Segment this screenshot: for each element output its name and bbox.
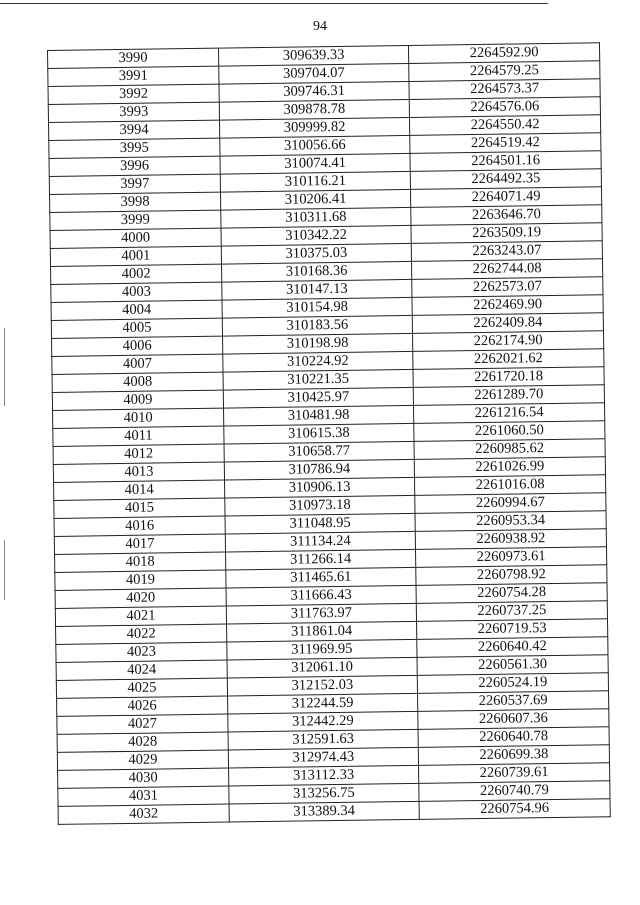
- x-coordinate-cell: 311763.97: [226, 603, 416, 624]
- y-coordinate-cell: 2260537.69: [418, 691, 609, 712]
- point-number-cell: 3993: [48, 102, 219, 122]
- point-number-cell: 4004: [51, 300, 222, 320]
- point-number-cell: 4020: [55, 588, 226, 608]
- y-coordinate-cell: 2260798.92: [416, 565, 607, 586]
- point-number-cell: 3991: [48, 66, 219, 86]
- x-coordinate-cell: 310973.18: [225, 495, 415, 516]
- point-number-cell: 4021: [55, 606, 226, 626]
- x-coordinate-cell: 311134.24: [225, 531, 415, 552]
- y-coordinate-cell: 2262469.90: [412, 295, 603, 316]
- point-number-cell: 3999: [50, 210, 221, 230]
- x-coordinate-cell: 313256.75: [229, 783, 419, 804]
- y-coordinate-cell: 2264550.42: [409, 115, 600, 136]
- point-number-cell: 4015: [54, 498, 225, 518]
- point-number-cell: 4025: [56, 678, 227, 698]
- x-coordinate-cell: 310074.41: [220, 153, 410, 174]
- x-coordinate-cell: 311666.43: [226, 585, 416, 606]
- point-number-cell: 4029: [57, 750, 228, 770]
- point-number-cell: 3995: [49, 138, 220, 158]
- x-coordinate-cell: 310224.92: [223, 351, 413, 372]
- x-coordinate-cell: 312974.43: [228, 747, 418, 768]
- point-number-cell: 3996: [49, 156, 220, 176]
- point-number-cell: 4003: [51, 282, 222, 302]
- x-coordinate-cell: 313112.33: [229, 765, 419, 786]
- point-number-cell: 3990: [48, 48, 219, 68]
- x-coordinate-cell: 310221.35: [223, 369, 413, 390]
- y-coordinate-cell: 2264592.90: [408, 43, 599, 64]
- x-coordinate-cell: 311969.95: [227, 639, 417, 660]
- x-coordinate-cell: 311861.04: [227, 621, 417, 642]
- x-coordinate-cell: 313389.34: [229, 801, 419, 822]
- y-coordinate-cell: 2261289.70: [413, 385, 604, 406]
- y-coordinate-cell: 2260607.36: [418, 709, 609, 730]
- point-number-cell: 4023: [56, 642, 227, 662]
- x-coordinate-cell: 310206.41: [221, 189, 411, 210]
- point-number-cell: 4027: [57, 714, 228, 734]
- y-coordinate-cell: 2263243.07: [411, 241, 602, 262]
- coordinates-table-wrap: [47, 42, 611, 825]
- y-coordinate-cell: 2260561.30: [417, 655, 608, 676]
- x-coordinate-cell: 312244.59: [228, 693, 418, 714]
- y-coordinate-cell: 2262021.62: [413, 349, 604, 370]
- x-coordinate-cell: 311048.95: [225, 513, 415, 534]
- x-coordinate-cell: 309999.82: [219, 117, 409, 138]
- x-coordinate-cell: 310786.94: [224, 459, 414, 480]
- point-number-cell: 4017: [54, 534, 225, 554]
- y-coordinate-cell: 2262409.84: [412, 313, 603, 334]
- x-coordinate-cell: 310375.03: [221, 243, 411, 264]
- x-coordinate-cell: 310425.97: [223, 387, 413, 408]
- y-coordinate-cell: 2260699.38: [418, 745, 609, 766]
- y-coordinate-cell: 2260985.62: [414, 439, 605, 460]
- x-coordinate-cell: 309639.33: [218, 45, 408, 66]
- point-number-cell: 4019: [55, 570, 226, 590]
- x-coordinate-cell: 311266.14: [226, 549, 416, 570]
- x-coordinate-cell: 309704.07: [219, 63, 409, 84]
- y-coordinate-cell: 2264576.06: [409, 97, 600, 118]
- coordinates-table-body: [48, 43, 611, 825]
- point-number-cell: 4006: [52, 336, 223, 356]
- y-coordinate-cell: 2264519.42: [410, 133, 601, 154]
- x-coordinate-cell: 312442.29: [228, 711, 418, 732]
- y-coordinate-cell: 2260938.92: [415, 529, 606, 550]
- y-coordinate-cell: 2260973.61: [416, 547, 607, 568]
- point-number-cell: 4014: [54, 480, 225, 500]
- x-coordinate-cell: 310615.38: [224, 423, 414, 444]
- x-coordinate-cell: 312061.10: [227, 657, 417, 678]
- page-number: 94: [313, 19, 327, 34]
- x-coordinate-cell: 310198.98: [223, 333, 413, 354]
- y-coordinate-cell: 2260994.67: [415, 493, 606, 514]
- x-coordinate-cell: 309746.31: [219, 81, 409, 102]
- point-number-cell: 4016: [54, 516, 225, 536]
- point-number-cell: 4031: [58, 786, 229, 806]
- x-coordinate-cell: 312152.03: [227, 675, 417, 696]
- point-number-cell: 4013: [53, 462, 224, 482]
- y-coordinate-cell: 2261060.50: [414, 421, 605, 442]
- x-coordinate-cell: 310183.56: [222, 315, 412, 336]
- y-coordinate-cell: 2260754.28: [416, 583, 607, 604]
- y-coordinate-cell: 2264579.25: [409, 61, 600, 82]
- y-coordinate-cell: 2260740.79: [419, 781, 610, 802]
- point-number-cell: 4002: [51, 264, 222, 284]
- y-coordinate-cell: 2264501.16: [410, 151, 601, 172]
- x-coordinate-cell: 310906.13: [225, 477, 415, 498]
- y-coordinate-cell: 2263646.70: [411, 205, 602, 226]
- point-number-cell: 4008: [52, 372, 223, 392]
- point-number-cell: 4022: [56, 624, 227, 644]
- point-number-cell: 4026: [57, 696, 228, 716]
- point-number-cell: 4005: [51, 318, 222, 338]
- margin-mark: [4, 540, 5, 600]
- y-coordinate-cell: 2262174.90: [412, 331, 603, 352]
- point-number-cell: 4007: [52, 354, 223, 374]
- x-coordinate-cell: 312591.63: [228, 729, 418, 750]
- point-number-cell: 4000: [50, 228, 221, 248]
- y-coordinate-cell: 2260739.61: [419, 763, 610, 784]
- y-coordinate-cell: 2260754.96: [419, 799, 610, 820]
- coordinates-table: [47, 42, 611, 825]
- top-rule: [0, 3, 548, 4]
- y-coordinate-cell: 2263509.19: [411, 223, 602, 244]
- x-coordinate-cell: 310658.77: [224, 441, 414, 462]
- point-number-cell: 3994: [49, 120, 220, 140]
- y-coordinate-cell: 2260640.78: [418, 727, 609, 748]
- y-coordinate-cell: 2261216.54: [413, 403, 604, 424]
- y-coordinate-cell: 2260953.34: [415, 511, 606, 532]
- point-number-cell: 4011: [53, 426, 224, 446]
- y-coordinate-cell: 2260640.42: [417, 637, 608, 658]
- x-coordinate-cell: 310116.21: [220, 171, 410, 192]
- point-number-cell: 4028: [57, 732, 228, 752]
- y-coordinate-cell: 2261016.08: [415, 475, 606, 496]
- x-coordinate-cell: 310168.36: [222, 261, 412, 282]
- point-number-cell: 3998: [50, 192, 221, 212]
- y-coordinate-cell: 2261720.18: [413, 367, 604, 388]
- y-coordinate-cell: 2262573.07: [412, 277, 603, 298]
- point-number-cell: 4018: [55, 552, 226, 572]
- x-coordinate-cell: 310342.22: [221, 225, 411, 246]
- point-number-cell: 4001: [50, 246, 221, 266]
- point-number-cell: 4010: [53, 408, 224, 428]
- y-coordinate-cell: 2264492.35: [410, 169, 601, 190]
- point-number-cell: 4012: [53, 444, 224, 464]
- point-number-cell: 4032: [58, 804, 229, 824]
- x-coordinate-cell: 310056.66: [220, 135, 410, 156]
- y-coordinate-cell: 2264071.49: [410, 187, 601, 208]
- y-coordinate-cell: 2264573.37: [409, 79, 600, 100]
- x-coordinate-cell: 310311.68: [221, 207, 411, 228]
- x-coordinate-cell: 310154.98: [222, 297, 412, 318]
- y-coordinate-cell: 2262744.08: [411, 259, 602, 280]
- x-coordinate-cell: 310481.98: [224, 405, 414, 426]
- x-coordinate-cell: 309878.78: [219, 99, 409, 120]
- y-coordinate-cell: 2260524.19: [417, 673, 608, 694]
- point-number-cell: 3992: [48, 84, 219, 104]
- y-coordinate-cell: 2260719.53: [417, 619, 608, 640]
- point-number-cell: 4009: [52, 390, 223, 410]
- y-coordinate-cell: 2261026.99: [414, 457, 605, 478]
- point-number-cell: 4030: [58, 768, 229, 788]
- point-number-cell: 3997: [49, 174, 220, 194]
- y-coordinate-cell: 2260737.25: [416, 601, 607, 622]
- x-coordinate-cell: 310147.13: [222, 279, 412, 300]
- margin-mark: [4, 328, 5, 406]
- x-coordinate-cell: 311465.61: [226, 567, 416, 588]
- point-number-cell: 4024: [56, 660, 227, 680]
